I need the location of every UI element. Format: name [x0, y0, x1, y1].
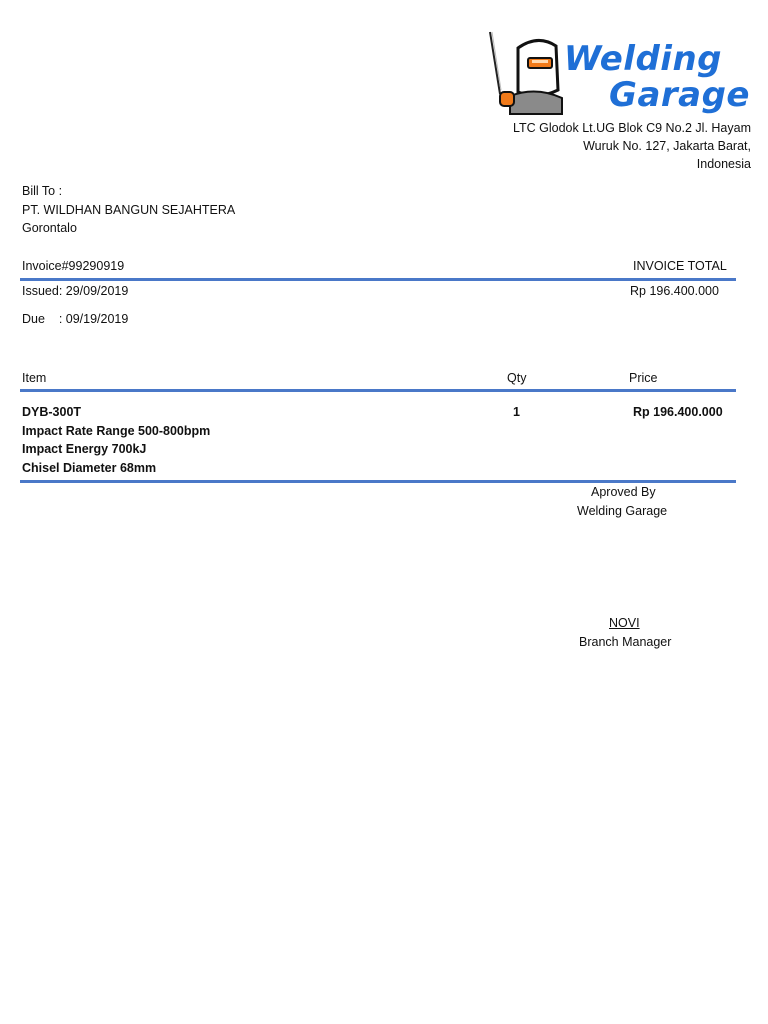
- table-header-rule: [20, 389, 736, 392]
- invoice-number: Invoice#99290919: [22, 259, 125, 273]
- approved-by-label: Aproved By: [591, 485, 656, 499]
- table-footer-rule: [20, 480, 736, 483]
- bill-to-name: PT. WILDHAN BANGUN SEJAHTERA: [22, 203, 236, 217]
- welder-mascot-icon: [486, 30, 564, 126]
- signer-name: NOVI: [609, 616, 640, 630]
- signer-title: Branch Manager: [579, 635, 672, 649]
- column-header-price: Price: [629, 371, 658, 385]
- invoice-issued-date: Issued: 29/09/2019: [22, 284, 129, 298]
- company-name-line1: Welding: [563, 39, 722, 79]
- bill-to-city: Gorontalo: [22, 221, 77, 235]
- column-header-item: Item: [22, 371, 47, 385]
- invoice-due-date: Due : 09/19/2019: [22, 312, 129, 326]
- invoice-total-label: INVOICE TOTAL: [633, 259, 727, 273]
- item-detail: Impact Energy 700kJ: [22, 442, 147, 456]
- bill-to-label: Bill To :: [22, 184, 63, 198]
- item-qty: 1: [513, 405, 520, 419]
- invoice-total-value: Rp 196.400.000: [630, 284, 719, 298]
- company-address-line2: Wuruk No. 127, Jakarta Barat,: [583, 139, 751, 153]
- company-name-line2: Garage: [609, 75, 750, 115]
- approved-by-company: Welding Garage: [577, 504, 668, 518]
- item-price: Rp 196.400.000: [633, 405, 723, 419]
- company-address-line3: Indonesia: [696, 157, 751, 171]
- invoice-header-rule: [20, 278, 736, 281]
- column-header-qty: Qty: [507, 371, 527, 385]
- company-address-line1: LTC Glodok Lt.UG Blok C9 No.2 Jl. Hayam: [512, 121, 751, 135]
- item-detail: Impact Rate Range 500-800bpm: [22, 424, 211, 438]
- item-detail: Chisel Diameter 68mm: [22, 461, 157, 475]
- item-code: DYB-300T: [22, 405, 82, 419]
